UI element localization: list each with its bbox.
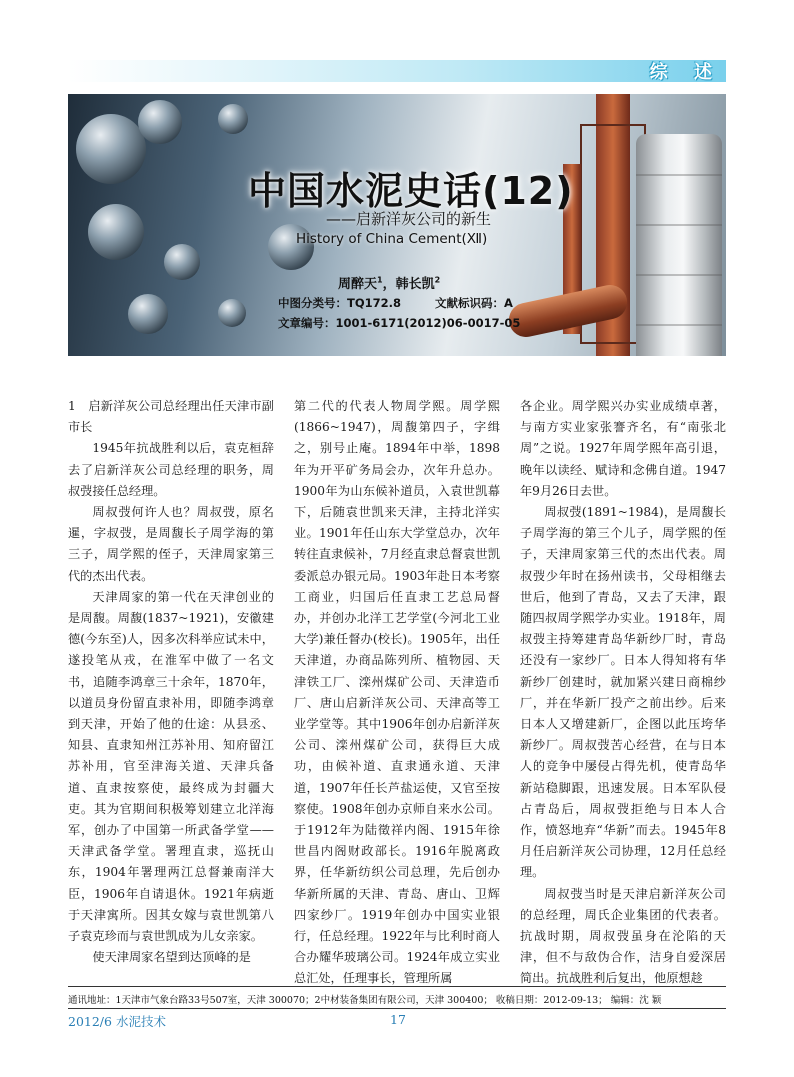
decorative-sphere [76, 114, 146, 184]
classification-line [278, 295, 618, 311]
article-no-label: 文章编号： [278, 316, 336, 330]
hero-banner [68, 94, 726, 356]
article-number-line [278, 315, 618, 331]
clc-value: TQ172.8 [347, 296, 401, 310]
article-subtitle: ——启新洋灰公司的新生 [326, 210, 492, 228]
body-column-3 [520, 396, 726, 990]
doc-code-value: A [504, 296, 513, 310]
decorative-sphere [164, 244, 200, 280]
author-name: 周醉天 [338, 277, 378, 292]
paragraph: 天津周家的第一代在天津创业的是周馥。周馥(1837~1921)，安徽建德(今东至)人，因多次科举应试未中，遂投笔从戎，在淮军中做了一名文书，追随李鸿章三十余年，1870年，以道员身份留直隶补用，即随李鸿章到天津，开始了他的仕途：从县丞、知县、直隶知州江苏补用、知府留江苏补用，官至津海关道、天津兵备道、直隶按察使，最终成为封疆大吏。其为官期间积极筹划建立北洋海军，创办了中国第一所武备学堂——天津武备学堂。署理直隶，巡抚山东，1904年署理两江总督兼南洋大臣，1906年自请退休。1921年病逝于天津寓所。因其女嫁与袁世凯第八子袁克珍而与袁世凯成为儿女亲家。 [68, 589, 274, 944]
english-title: History of China Cement(Ⅻ) [296, 231, 488, 247]
header-band [68, 60, 726, 82]
decorative-sphere [138, 100, 182, 144]
article-no-value: 1001-6171(2012)06-0017-05 [335, 316, 521, 330]
paragraph: 第二代的代表人物周学熙。周学熙(1866~1947)，周馥第四子，字缉之，别号止庵。1894年中举，1898年为开平矿务局会办，次年升总办。1900年为山东候补道员，入袁世凯幕下，后随袁世凯来天津，主持北洋实业。1901年任山东大学堂总办，次年转往直隶候补，7月经直隶总督袁世凯委派总办银元局。1903年赴日本考察工商业，归国后任直隶工艺总局督办，并创办北洋工艺学堂(今河北工业大学)兼任督办(校长)。1905年，出任天津道，办商品陈列所、植物园、天津铁工厂、滦州煤矿公司、天津造币厂、唐山启新洋灰公司、天津高等工业学堂等。其中1906年创办启新洋灰公司、滦州煤矿公司，获得巨大成功，由候补道、直隶通永道、天津道，1907年任长芦盐运使，又官至按察使。1908年创办京师自来水公司。于1912年为陆徵祥内阁、1915年徐世昌内阁财政部长。1916年脱离政界，任华新纺织公司总理，先后创办华新所属的天津、青岛、唐山、卫辉四家纱厂。1919年创办中国实业银行，任总经理。1922年与比利时商人合办耀华玻璃公司。1924年成立实业总汇处，任理事长，管理所属 [294, 399, 500, 986]
paragraph: 1945年抗战胜利以后，袁克桓辞去了启新洋灰公司总经理的职务，周叔弢接任总经理。 [68, 441, 274, 498]
footer-rule [68, 986, 726, 987]
decorative-sphere [88, 204, 144, 260]
paragraph: 各企业。周学熙兴办实业成绩卓著，与南方实业家张謇齐名，有“南张北周”之说。1927年周学熙年高引退，晚年以读经、赋诗和念佛自道。1947年9月26日去世。 [520, 399, 726, 498]
section-heading: 1 启新洋灰公司总经理出任天津市副市长 [68, 399, 274, 435]
body-column-2 [294, 396, 500, 990]
author-affil: 2 [434, 275, 441, 285]
author-separator: ， [382, 277, 396, 292]
body-column-1 [68, 396, 274, 968]
paragraph: 使天津周家名望到达顶峰的是 [92, 950, 251, 965]
footnote: 通讯地址：1天津市气象台路33号507室，天津 300070；2中材装备集团有限公司，天津 300400； 收稿日期：2012-09-13； 编辑：沈 颖 [68, 995, 662, 1006]
paragraph: 周叔弢(1891~1984)，是周馥长子周学海的第三个儿子，周学熙的侄子，天津周家第三代的杰出代表。周叔弢少年时在扬州读书，父母相继去世后，他到了青岛，又去了天津，跟随四叔周学熙学办实业。1918年，周叔弢主持筹建青岛华新纱厂时，青岛还没有一家纱厂。日本人得知将有华新纱厂创建时，就加紧兴建日商棉纱厂，并在华新厂投产之前出纱。后来日本人又增建新厂，企图以此压垮华新纱厂。周叔弢苦心经营，在与日本人的竞争中屡侵占得先机，使青岛华新站稳脚跟，迅速发展。日本军队侵占青岛后，周叔弢拒绝与日本人合作，愤怒地弃“华新”而去。1945年8月任启新洋灰公司协理，12月任总经理。 [520, 505, 726, 880]
page-number: 17 [390, 1012, 406, 1027]
clc-label: 中图分类号： [278, 296, 347, 310]
journal-name: 2012/6 水泥技术 [68, 1014, 166, 1029]
authors [338, 273, 538, 292]
decorative-sphere [218, 299, 246, 327]
paragraph: 周叔弢何许人也？周叔弢，原名暹，字叔弢，是周馥长子周学海的第三子，周学熙的侄子，天津周家第三代的杰出代表。 [68, 505, 274, 583]
section-tag: 综 述 [649, 62, 722, 83]
article-title: 中国水泥史话(12) [248, 169, 574, 213]
cement-silo [636, 134, 722, 356]
paragraph: 周叔弢当时是天津启新洋灰公司的总经理，周氏企业集团的代表者。抗战时期，周叔弢虽身在沦陷的天津，但不与敌伪合作，洁身自爱深居简出。抗战胜利后复出，他原想趁 [520, 886, 726, 986]
author-affil: 1 [377, 275, 383, 285]
decorative-sphere [218, 104, 248, 134]
decorative-sphere [128, 294, 168, 334]
footer-rule [68, 1008, 726, 1009]
author-name: 韩长凯 [395, 277, 435, 292]
doc-code-label: 文献标识码： [435, 296, 504, 310]
